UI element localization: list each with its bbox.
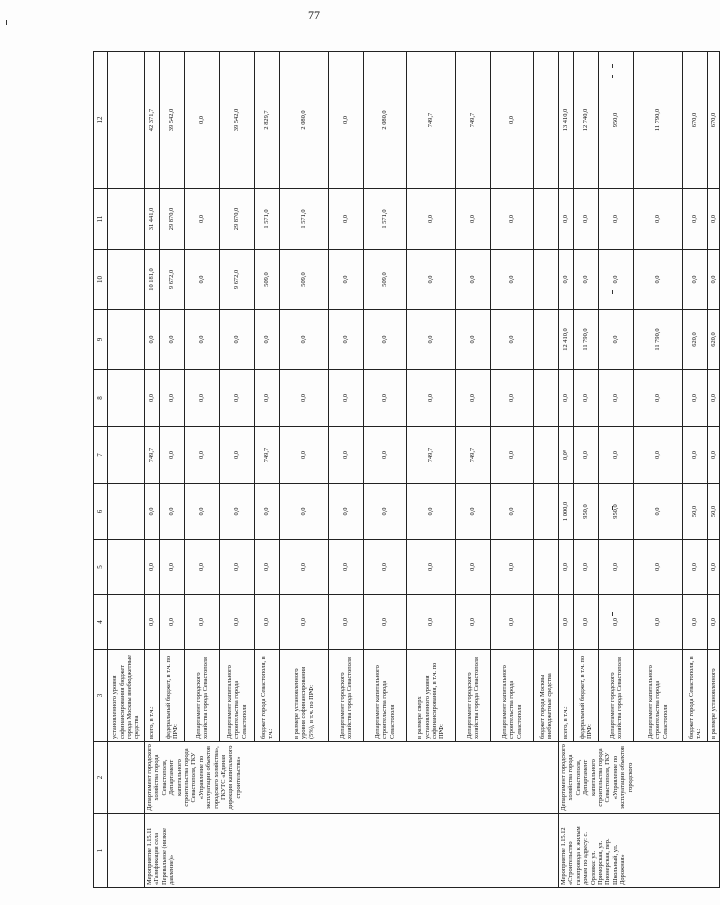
value-cell: 1 571,0 bbox=[280, 189, 329, 250]
value-cell: 0,0 bbox=[491, 189, 534, 250]
value-cell: 0,0 bbox=[220, 595, 255, 650]
funding-source: бюджет города Севастополя, в т.ч.: bbox=[683, 650, 708, 742]
value-cell: 29 870,0 bbox=[160, 189, 185, 250]
value-cell: 12 740,0 bbox=[574, 52, 599, 189]
value-cell: 0,0 bbox=[708, 370, 720, 427]
funding-source: Департамент городского хозяйства города Севастополя bbox=[185, 650, 220, 742]
value-cell: 0,0 bbox=[634, 595, 683, 650]
value-cell: 0,0 bbox=[456, 370, 491, 427]
event-name: Мероприятие 1.15.12 «Строительство газопровода к жилым домам по адресу: с. Орловка: ул. Приморская, ул. Пионерская, пер. Школьный, ул. Дорожная» bbox=[559, 814, 720, 888]
value-cell: 749,7 bbox=[456, 427, 491, 484]
value-cell: 0,0 bbox=[364, 370, 407, 427]
value-cell: 0,0 bbox=[280, 595, 329, 650]
value-cell: 0,0 bbox=[220, 427, 255, 484]
value-cell: 0,0 bbox=[491, 370, 534, 427]
value-cell: 0,0 bbox=[185, 370, 220, 427]
value-cell: 0,0 bbox=[599, 189, 634, 250]
value-cell: 29 870,0 bbox=[220, 189, 255, 250]
col-header: 4 bbox=[94, 595, 108, 650]
value-cell: 0,0 bbox=[220, 370, 255, 427]
value-cell: 0,0 bbox=[329, 595, 364, 650]
col-header: 5 bbox=[94, 540, 108, 595]
value-cell: 950,0 bbox=[599, 484, 634, 540]
value-cell: 0,0 bbox=[683, 595, 708, 650]
value-cell: 0,0 bbox=[220, 484, 255, 540]
value-cell: 0,0 bbox=[160, 310, 185, 370]
value-cell: 0,0 bbox=[220, 540, 255, 595]
value-cell: 0,0 bbox=[599, 310, 634, 370]
value-cell: 0,0 bbox=[364, 484, 407, 540]
value-cell: 0,0 bbox=[160, 595, 185, 650]
value-cell: 0,0 bbox=[255, 484, 280, 540]
table-row bbox=[559, 52, 574, 888]
value-cell: 0,0 bbox=[599, 370, 634, 427]
event-executors: Департамент городского хозяйства города Севастополя, Департамент капитального строительства города Севастополя, ГКУ «Управление по эксплуатации объектов городского хозяйства», ГКУТС «Единая дирекция капитального строительства» bbox=[145, 742, 559, 814]
value-cell bbox=[534, 427, 559, 484]
value-cell: 0,0 bbox=[329, 484, 364, 540]
value-cell: 0,0 bbox=[407, 250, 456, 310]
value-cell: 0,0 bbox=[456, 250, 491, 310]
funding-source: в размере сверх установленного уровня софинансирования, в т.ч. по ПРФ: bbox=[407, 650, 456, 742]
value-cell: 0,0 bbox=[145, 540, 160, 595]
col-header: 9 bbox=[94, 310, 108, 370]
event-name: Мероприятие 1.15.11 «Газификация села Перевальное (низкое давление)» bbox=[145, 814, 559, 888]
funding-source: Департамент капитального строительства города Севастополя bbox=[491, 650, 534, 742]
value-cell: 0,0 bbox=[491, 250, 534, 310]
value-cell: 0,0 bbox=[574, 370, 599, 427]
value-cell: 0,0 bbox=[491, 540, 534, 595]
funding-source: бюджет города Севастополя, в т.ч.: bbox=[255, 650, 280, 742]
value-cell: 0,0 bbox=[708, 427, 720, 484]
value-cell: 0,0 bbox=[491, 52, 534, 189]
value-cell bbox=[534, 370, 559, 427]
funding-source: Департамент капитального строительства города Севастополя bbox=[364, 650, 407, 742]
value-cell: 0,0 bbox=[683, 540, 708, 595]
value-cell: 0,0 bbox=[407, 540, 456, 595]
value-cell: 0,0 bbox=[407, 595, 456, 650]
value-cell: 0,0 bbox=[491, 595, 534, 650]
budget-table bbox=[93, 51, 720, 888]
value-cell: 620,0 bbox=[683, 310, 708, 370]
continuation-row bbox=[108, 52, 145, 888]
value-cell: 1 000,0 bbox=[559, 484, 574, 540]
col-header: 10 bbox=[94, 250, 108, 310]
value-cell: 620,0 bbox=[708, 310, 720, 370]
value-cell: 0,0 bbox=[185, 250, 220, 310]
value-cell: 2 080,0 bbox=[280, 52, 329, 189]
value-cell: 0,0 bbox=[634, 250, 683, 310]
value-cell: 11 790,0 bbox=[574, 310, 599, 370]
value-cell: 0,0 bbox=[559, 540, 574, 595]
value-cell: 0,0 bbox=[220, 310, 255, 370]
value-cell: 0,0 bbox=[255, 540, 280, 595]
page-number: 77 bbox=[308, 8, 320, 22]
value-cell: 0,0 bbox=[145, 310, 160, 370]
value-cell: 0,0 bbox=[683, 370, 708, 427]
value-cell: 0,0 bbox=[456, 189, 491, 250]
value-cell: 0,0 bbox=[160, 484, 185, 540]
value-cell: 0,0 bbox=[559, 250, 574, 310]
value-cell: 11 790,0 bbox=[634, 310, 683, 370]
value-cell: 0,0 bbox=[364, 427, 407, 484]
value-cell: 12 410,0 bbox=[559, 310, 574, 370]
value-cell: 31 441,0 bbox=[145, 189, 160, 250]
value-cell: 0,0 bbox=[255, 595, 280, 650]
value-cell: 749,7 bbox=[456, 52, 491, 189]
value-cell: 0,0 bbox=[329, 310, 364, 370]
value-cell: 509,0 bbox=[255, 250, 280, 310]
value-cell: 0,0 bbox=[456, 310, 491, 370]
value-cell bbox=[534, 52, 559, 189]
header-row bbox=[94, 52, 108, 888]
scan-mark bbox=[6, 20, 7, 25]
value-cell: 0,0 bbox=[599, 540, 634, 595]
funding-source: всего, в т.ч.: bbox=[559, 650, 574, 742]
value-cell: 0,0 bbox=[280, 370, 329, 427]
value-cell: 0,0 bbox=[634, 484, 683, 540]
value-cell: 1 571,0 bbox=[255, 189, 280, 250]
value-cell: 0,0 bbox=[574, 595, 599, 650]
col-header: 8 bbox=[94, 370, 108, 427]
col-header: 12 bbox=[94, 52, 108, 189]
value-cell: 0,0 bbox=[574, 250, 599, 310]
value-cell: 0,0 bbox=[407, 189, 456, 250]
value-cell: 0,0 bbox=[634, 370, 683, 427]
value-cell: 2 829,7 bbox=[255, 52, 280, 189]
value-cell: 0,0 bbox=[145, 595, 160, 650]
table-row bbox=[145, 52, 160, 888]
value-cell: 0,0 bbox=[145, 370, 160, 427]
value-cell: 670,0 bbox=[708, 52, 720, 189]
value-cell: 749,7 bbox=[145, 427, 160, 484]
value-cell: 9 672,0 bbox=[160, 250, 185, 310]
value-cell: 0,0 bbox=[708, 250, 720, 310]
value-cell bbox=[534, 595, 559, 650]
value-cell: 0,0 bbox=[329, 250, 364, 310]
value-cell: 0,0 bbox=[491, 310, 534, 370]
funding-source: в размере установленного bbox=[708, 650, 720, 742]
value-cell: 0,0 bbox=[559, 189, 574, 250]
value-cell: 50,0 bbox=[683, 484, 708, 540]
value-cell: 0,0 bbox=[329, 52, 364, 189]
rotated-table-area bbox=[93, 52, 717, 888]
funding-source: всего, в т.ч.: bbox=[145, 650, 160, 742]
value-cell: 0,0 bbox=[683, 250, 708, 310]
value-cell: 0,0 bbox=[407, 370, 456, 427]
value-cell: 0,0 bbox=[599, 427, 634, 484]
funding-source: Департамент городского хозяйства города Севастополя bbox=[329, 650, 364, 742]
value-cell: 0,0 bbox=[634, 540, 683, 595]
col-header: 3 bbox=[94, 650, 108, 742]
value-cell: 0,0 bbox=[329, 189, 364, 250]
funding-source: Департамент капитального строительства города Севастополя bbox=[220, 650, 255, 742]
value-cell: 0,0 bbox=[708, 540, 720, 595]
value-cell: 0,0 bbox=[160, 540, 185, 595]
value-cell: 13 410,0 bbox=[559, 52, 574, 189]
value-cell: 0,0 bbox=[364, 310, 407, 370]
funding-source: Департамент городского хозяйства города Севастополя bbox=[456, 650, 491, 742]
value-cell: 39 542,0 bbox=[220, 52, 255, 189]
value-cell bbox=[534, 540, 559, 595]
value-cell: 0,0 bbox=[185, 540, 220, 595]
value-cell bbox=[534, 189, 559, 250]
value-cell: 670,0 bbox=[683, 52, 708, 189]
value-cell: 0,0 bbox=[407, 310, 456, 370]
value-cell: 42 371,7 bbox=[145, 52, 160, 189]
value-cell: 0,0 bbox=[708, 595, 720, 650]
value-cell: 50,0 bbox=[708, 484, 720, 540]
event-executors: Департамент городского хозяйства города Севастополя, Департамент капитального строительства города Севастополя, ГКУ «Управление по эксплуатации объектов городского bbox=[559, 742, 720, 814]
col-header: 1 bbox=[94, 814, 108, 888]
value-cell: 0,0 bbox=[160, 427, 185, 484]
value-cell: 0,0 bbox=[456, 595, 491, 650]
value-cell: 39 542,0 bbox=[160, 52, 185, 189]
value-cell: 0,0 bbox=[491, 484, 534, 540]
value-cell: 0,0 bbox=[185, 595, 220, 650]
value-cell: 0,0 bbox=[185, 427, 220, 484]
value-cell: 0,0 bbox=[255, 370, 280, 427]
value-cell: 749,7 bbox=[407, 52, 456, 189]
value-cell: 0,0 bbox=[185, 189, 220, 250]
value-cell: 0,0 bbox=[280, 310, 329, 370]
funding-source: бюджет города Москвы внебюджетные средства bbox=[534, 650, 559, 742]
funding-source: в размере установленного уровня софинансирования (5%), в т.ч. по ПРФ: bbox=[280, 650, 329, 742]
value-cell: 0,0 bbox=[185, 52, 220, 189]
value-cell: 1 571,0 bbox=[364, 189, 407, 250]
col-header: 11 bbox=[94, 189, 108, 250]
value-cell: 0,0 bbox=[634, 189, 683, 250]
value-cell: 0,0 bbox=[255, 310, 280, 370]
value-cell: 9 672,0 bbox=[220, 250, 255, 310]
value-cell: 0,0 bbox=[559, 370, 574, 427]
col-header: 2 bbox=[94, 742, 108, 814]
value-cell: 0,0 bbox=[574, 189, 599, 250]
value-cell: 0,0 bbox=[280, 484, 329, 540]
value-cell: 0,0 bbox=[364, 540, 407, 595]
value-cell: 0,0 bbox=[364, 595, 407, 650]
value-cell: 0,0 bbox=[160, 370, 185, 427]
continuation-text: установленного уровня софинансирования бюджет города Москвы внебюджетные средства bbox=[108, 650, 145, 742]
value-cell: 0,0 bbox=[329, 540, 364, 595]
value-cell: 0,0 bbox=[599, 595, 634, 650]
value-cell: 0,0 bbox=[456, 484, 491, 540]
value-cell: 749,7 bbox=[407, 427, 456, 484]
value-cell: 0,0 bbox=[634, 427, 683, 484]
value-cell bbox=[534, 250, 559, 310]
value-cell bbox=[534, 310, 559, 370]
value-cell: 509,0 bbox=[280, 250, 329, 310]
value-cell: 2 080,0 bbox=[364, 52, 407, 189]
value-cell: 950,0 bbox=[599, 52, 634, 189]
value-cell: 0,0 bbox=[599, 250, 634, 310]
value-cell: 0,0 bbox=[574, 427, 599, 484]
value-cell: 10 181,0 bbox=[145, 250, 160, 310]
value-cell: 0,0 bbox=[329, 370, 364, 427]
value-cell: 0,0⁸ bbox=[559, 427, 574, 484]
value-cell: 749,7 bbox=[255, 427, 280, 484]
value-cell: 0,0 bbox=[708, 189, 720, 250]
value-cell: 0,0 bbox=[559, 595, 574, 650]
col-header: 6 bbox=[94, 484, 108, 540]
value-cell: 0,0 bbox=[574, 540, 599, 595]
value-cell: 509,0 bbox=[364, 250, 407, 310]
value-cell: 0,0 bbox=[280, 427, 329, 484]
value-cell bbox=[534, 484, 559, 540]
value-cell: 0,0 bbox=[407, 484, 456, 540]
value-cell: 0,0 bbox=[145, 484, 160, 540]
value-cell: 0,0 bbox=[185, 310, 220, 370]
funding-source: федеральный бюджет, в т.ч. по ПРФ: bbox=[160, 650, 185, 742]
col-header: 7 bbox=[94, 427, 108, 484]
value-cell: 0,0 bbox=[185, 484, 220, 540]
value-cell: 0,0 bbox=[456, 540, 491, 595]
funding-source: федеральный бюджет, в т.ч. по ПРФ: bbox=[574, 650, 599, 742]
funding-source: Департамент городского хозяйства города Севастополя bbox=[599, 650, 634, 742]
value-cell: 0,0 bbox=[329, 427, 364, 484]
value-cell: 0,0 bbox=[280, 540, 329, 595]
value-cell: 11 790,0 bbox=[634, 52, 683, 189]
value-cell: 950,0 bbox=[574, 484, 599, 540]
value-cell: 0,0 bbox=[683, 427, 708, 484]
value-cell: 0,0 bbox=[491, 427, 534, 484]
value-cell: 0,0 bbox=[683, 189, 708, 250]
funding-source: Департамент капитального строительства города Севастополя bbox=[634, 650, 683, 742]
